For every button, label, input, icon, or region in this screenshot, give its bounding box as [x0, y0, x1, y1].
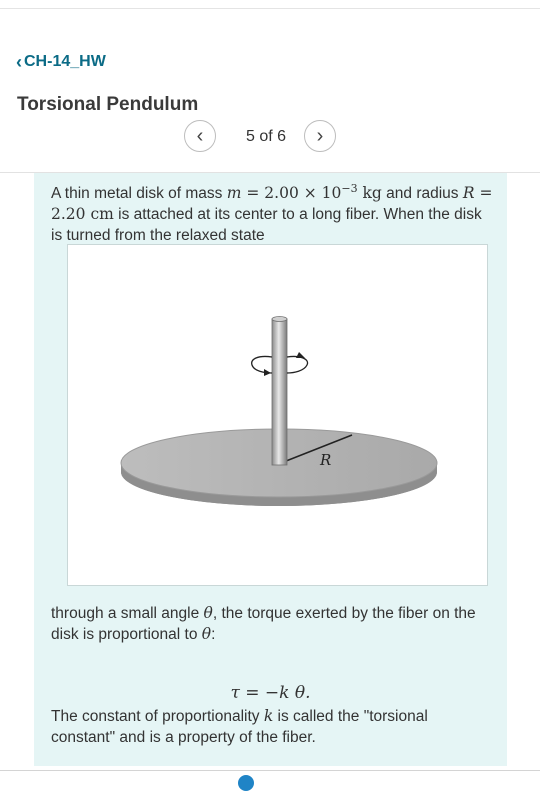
pager	[184, 120, 344, 154]
problem-intro	[51, 178, 496, 246]
pager-label: 5 of 6	[245, 128, 287, 145]
radius-value: = 2.20 cm	[51, 184, 493, 224]
mass-symbol: m	[226, 184, 242, 203]
torsional-pendulum-figure	[67, 244, 488, 586]
bottom-divider	[0, 770, 540, 771]
text: A thin metal disk of mass	[51, 185, 227, 203]
fiber-rod	[272, 319, 287, 465]
k-symbol: k	[263, 707, 274, 725]
radius-symbol: R	[462, 184, 475, 203]
disk-diagram	[68, 245, 487, 585]
back-link-label: CH-14_HW	[24, 53, 106, 70]
mass-value: = 2.00 × 10	[241, 184, 342, 203]
problem-angle-text	[51, 603, 496, 645]
mass-unit: kg	[357, 184, 382, 203]
top-divider	[0, 8, 540, 9]
rotation-arrow-icon	[252, 356, 272, 373]
mass-exponent: −3	[341, 182, 358, 195]
text: , the torque exerted by the fiber on the disk is proportional to	[51, 605, 476, 643]
problem-constant-text	[51, 706, 496, 748]
torque-equation: τ = −k θ.	[230, 683, 311, 703]
scroll-indicator[interactable]	[238, 775, 254, 791]
chevron-right-icon: ›	[316, 124, 324, 147]
previous-button[interactable]	[184, 120, 216, 152]
text: is called the "torsional constant" and is a property of the fiber.	[51, 708, 428, 746]
next-button[interactable]	[304, 120, 336, 152]
text: and radius	[381, 185, 463, 203]
text: The constant of proportionality	[51, 708, 264, 725]
page-title: Torsional Pendulum	[17, 94, 199, 115]
chevron-left-icon: ‹	[16, 52, 22, 72]
problem-panel	[34, 173, 507, 766]
radius-label: R	[320, 451, 332, 469]
chevron-left-icon: ‹	[196, 124, 204, 147]
theta-symbol: θ	[203, 604, 213, 622]
text: :	[211, 626, 216, 643]
back-link[interactable]	[16, 53, 106, 71]
text: through a small angle	[51, 605, 204, 622]
theta-symbol: θ	[201, 625, 212, 643]
text: is attached at its center to a long fiber. When the disk is turned from the relaxed state	[51, 206, 482, 245]
